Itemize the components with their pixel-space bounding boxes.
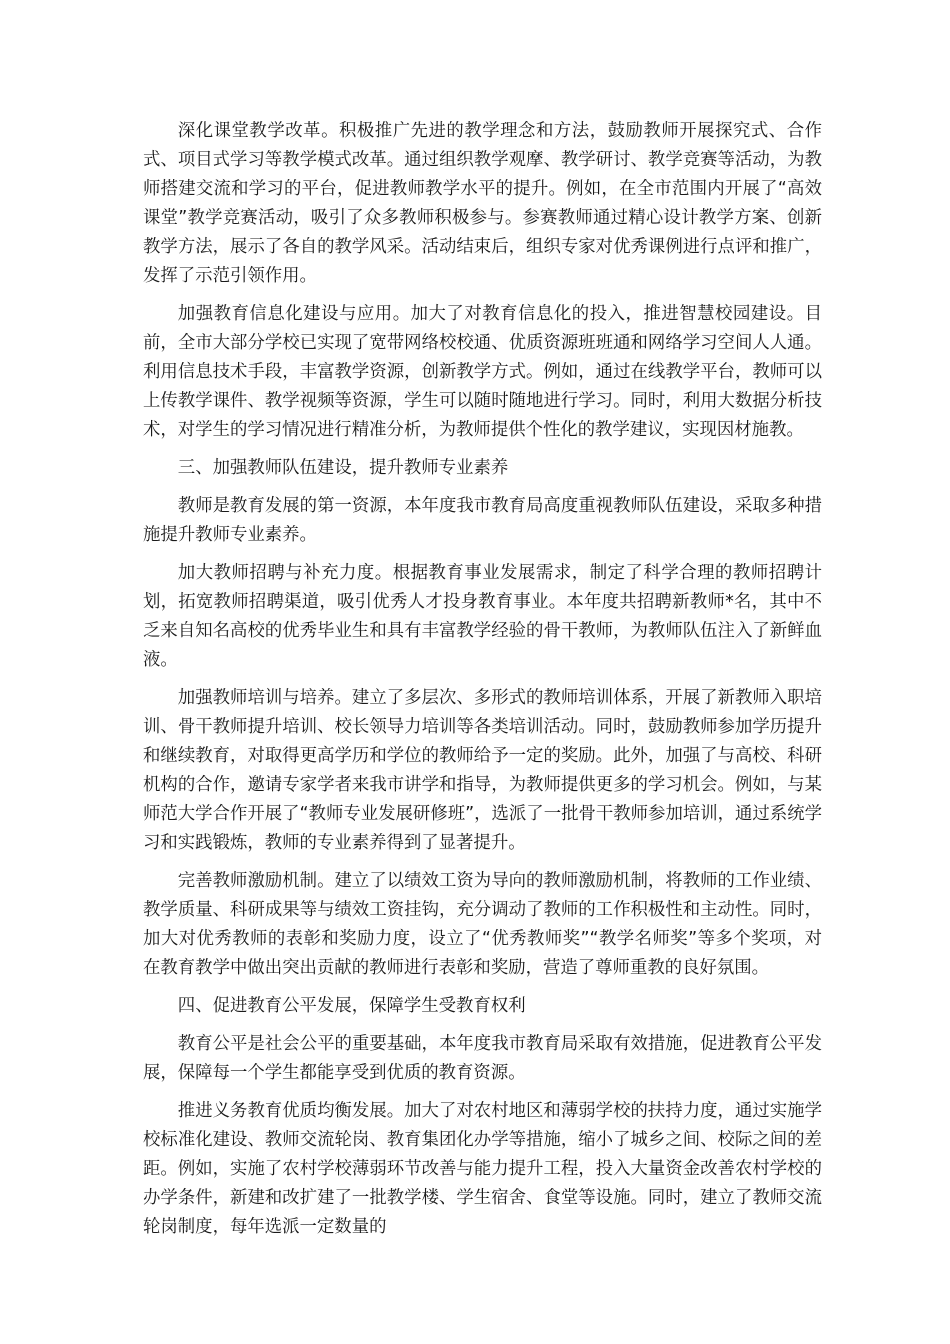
paragraph-equity-intro: 教育公平是社会公平的重要基础，本年度我市教育局采取有效措施，促进教育公平发展，保障每一个学生都能享受到优质的教育资源。 <box>143 1034 822 1083</box>
paragraph-training: 加强教师培训与培养。建立了多层次、多形式的教师培训体系，开展了新教师入职培训、骨干教师提升培训、校长领导力培训等各类培训活动。同时，鼓励教师参加学历提升和继续教育，对取得更高学历和学位的教师给予一定的奖励。此外，加强了与高校、科研机构的合作，邀请专家学者来我市讲学和指导，为教师提供更多的学习机会。例如，与某师范大学合作开展了“教师专业发展研修班”，选派了一批骨干教师参加培训，通过系统学习和实践锻炼，教师的专业素养得到了显著提升。 <box>143 688 822 853</box>
paragraph-informatization: 加强教育信息化建设与应用。加大了对教育信息化的投入，推进智慧校园建设。目前，全市大部分学校已实现了宽带网络校校通、优质资源班班通和网络学习空间人人通。利用信息技术手段，丰富教学资源，创新教学方式。例如，通过在线教学平台，教师可以上传教学课件、教学视频等资源，学生可以随时随地进行学习。同时，利用大数据分析技术，对学生的学习情况进行精准分析，为教师提供个性化的教学建议，实现因材施教。 <box>143 304 822 440</box>
paragraph-teaching-reform: 深化课堂教学改革。积极推广先进的教学理念和方法，鼓励教师开展探究式、合作式、项目式学习等教学模式改革。通过组织教学观摩、教学研讨、教学竞赛等活动，为教师搭建交流和学习的平台，促进教师教学水平的提升。例如，在全市范围内开展了“高效课堂”教学竞赛活动，吸引了众多教师积极参与。参赛教师通过精心设计教学方案、创新教学方法，展示了各自的教学风采。活动结束后，组织专家对优秀课例进行点评和推广，发挥了示范引领作用。 <box>143 121 822 286</box>
section-heading-teacher-team: 三、加强教师队伍建设，提升教师专业素养 <box>177 458 509 478</box>
paragraph-balanced-development: 推进义务教育优质均衡发展。加大了对农村地区和薄弱学校的扶持力度，通过实施学校标准化建设、教师交流轮岗、教育集团化办学等措施，缩小了城乡之间、校际之间的差距。例如，实施了农村学校薄弱环节改善与能力提升工程，投入大量资金改善农村学校的办学条件，新建和改扩建了一批教学楼、学生宿舍、食堂等设施。同时，建立了教师交流轮岗制度，每年选派一定数量的 <box>143 1101 822 1237</box>
paragraph-incentives: 完善教师激励机制。建立了以绩效工资为导向的教师激励机制，将教师的工作业绩、教学质量、科研成果等与绩效工资挂钩，充分调动了教师的工作积极性和主动性。同时，加大对优秀教师的表彰和奖励力度，设立了“优秀教师奖”“教学名师奖”等多个奖项，对在教育教学中做出突出贡献的教师进行表彰和奖励，营造了尊师重教的良好氛围。 <box>143 871 822 978</box>
section-heading-education-equity: 四、促进教育公平发展，保障学生受教育权利 <box>177 996 526 1016</box>
paragraph-recruitment: 加大教师招聘与补充力度。根据教育事业发展需求，制定了科学合理的教师招聘计划，拓宽教师招聘渠道，吸引优秀人才投身教育事业。本年度共招聘新教师*名，其中不乏来自知名高校的优秀毕业生和具有丰富教学经验的骨干教师，为教师队伍注入了新鲜血液。 <box>143 563 822 670</box>
paragraph-teacher-team-intro: 教师是教育发展的第一资源，本年度我市教育局高度重视教师队伍建设，采取多种措施提升教师专业素养。 <box>143 496 822 545</box>
